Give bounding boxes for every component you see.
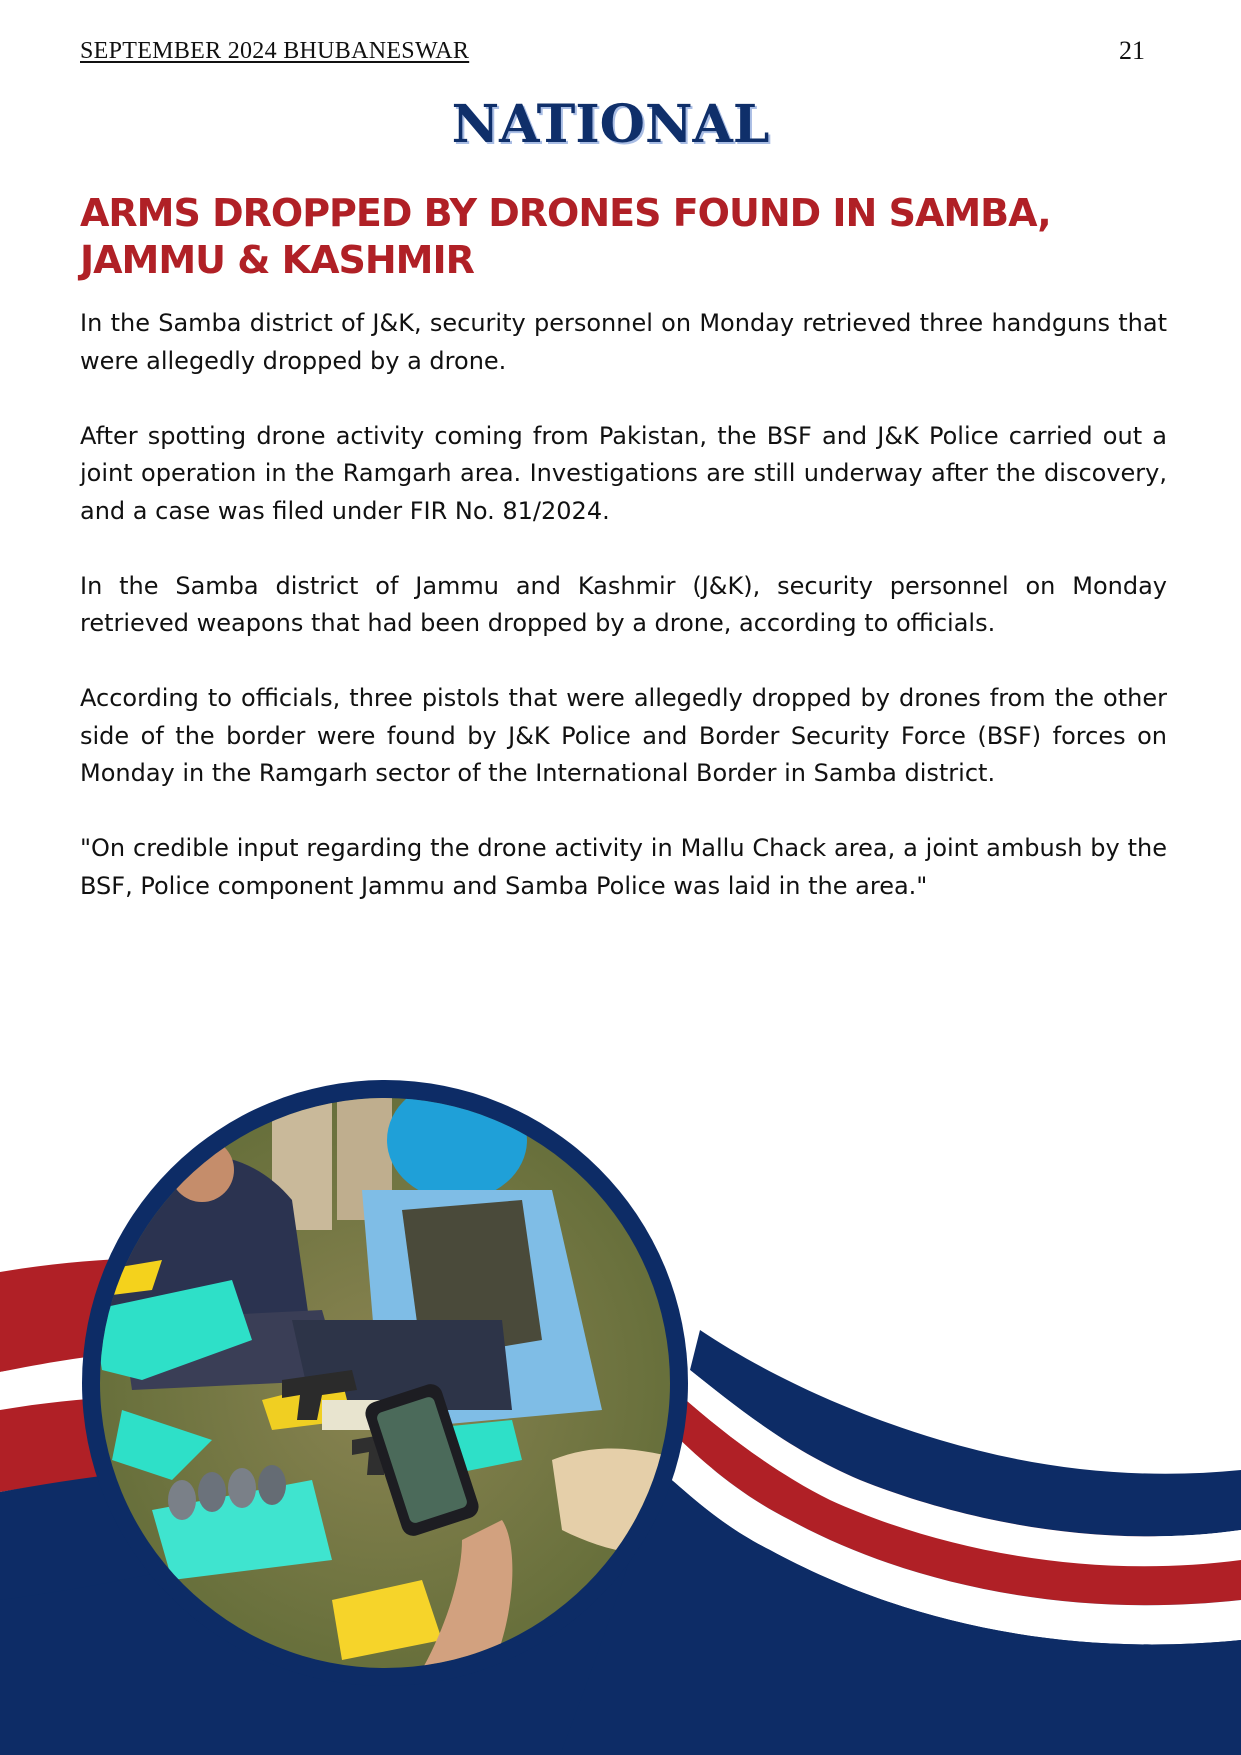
article-paragraph: According to officials, three pistols that were allegedly dropped by drones from the other side of the border were found by J&K Police and Border Security Force (BSF) forces on Monday in the Ramgarh sector of the International Border in Samba district.: [80, 684, 1167, 787]
article-headline: ARMS DROPPED BY DRONES FOUND IN SAMBA, JAMMU & KASHMIR: [80, 191, 1051, 282]
article-paragraph: "On credible input regarding the drone activity in Mallu Chack area, a joint ambush by the BSF, Police component Jammu and Samba Police was laid in the area.": [80, 834, 1167, 900]
article-paragraph: In the Samba district of Jammu and Kashmir (J&K), security personnel on Monday retrieved weapons that had been dropped by a drone, according to officials.: [80, 571, 1167, 637]
article-paragraph: In the Samba district of J&K, security personnel on Monday retrieved three handguns that were allegedly dropped by a drone.: [80, 309, 1167, 375]
article-paragraph: After spotting drone activity coming from Pakistan, the BSF and J&K Police carried out a joint operation in the Ramgarh area. Investigations are still underway after the discovery, and a case was filed under FIR No. 81/2024.: [80, 421, 1167, 525]
edition-label: SEPTEMBER 2024 BHUBANESWAR: [80, 38, 470, 64]
page-number: 21: [1119, 36, 1145, 65]
section-title: NATIONAL: [451, 94, 770, 155]
article-body: [80, 305, 1167, 943]
article-photo: [82, 1080, 688, 1686]
